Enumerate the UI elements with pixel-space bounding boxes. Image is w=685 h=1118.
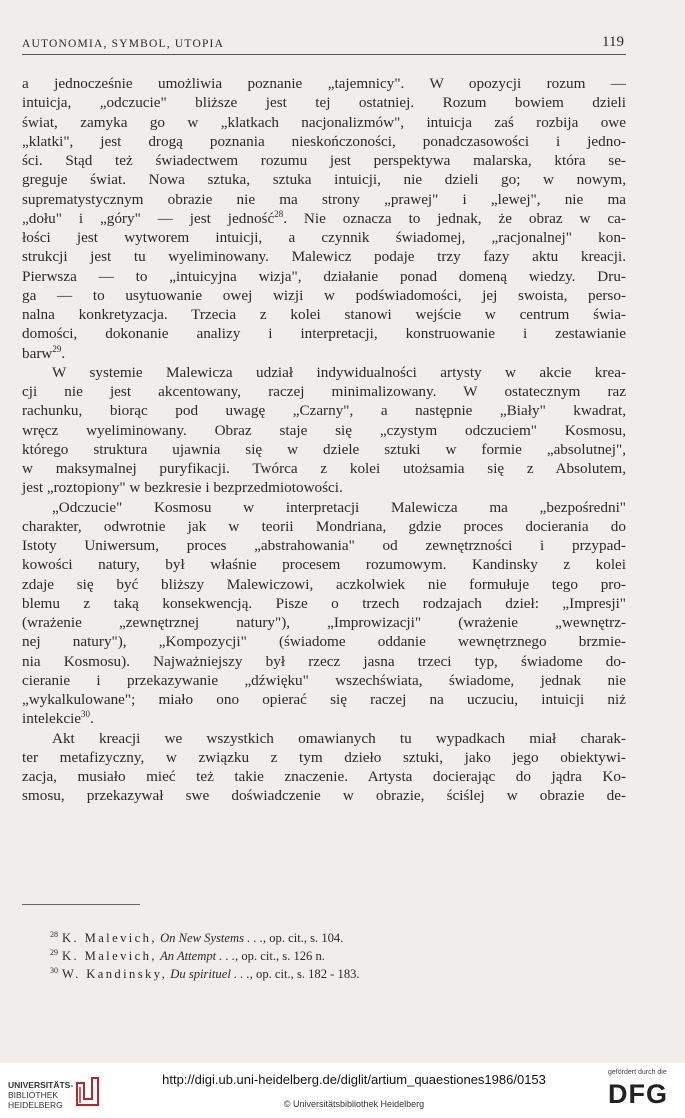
library-name-line-2: BIBLIOTHEK — [8, 1090, 59, 1100]
dfg-wordmark: DFG — [608, 1079, 668, 1109]
body-text — [22, 74, 626, 806]
text-line: zdaje się być bliższy Malewiczowi, aczkolwiek nie formułuje tego pro- — [22, 575, 626, 593]
university-library-logo[interactable] — [8, 1075, 128, 1115]
dfg-note: gefördert durch die — [608, 1069, 667, 1076]
text-line: nej natury"), „Kompozycji" (świadome oddanie wewnętrznego brzmie- — [22, 633, 626, 651]
text-line: intelekcie$^{30}$. — [22, 709, 94, 728]
running-head — [22, 34, 626, 55]
text-line: łości jest wytworem intuicji, a czynnik świadomej, „racjonalnej" kon- — [22, 229, 626, 246]
text-line: zacja, musiało mieć też takie znaczenie. Artysta docierając do jądra Ko- — [22, 768, 626, 785]
library-mark-icon — [74, 1075, 100, 1109]
text-line: barw$^{29}$. — [22, 343, 66, 362]
digitization-footer — [0, 1063, 685, 1118]
footnote-reference[interactable]: 28 — [274, 208, 284, 219]
library-name-line-1: UNIVERSITÄTS- — [8, 1080, 74, 1090]
text-line: strukcji jest tu wyeliminowany. Malewicz podaje trzy fazy aktu kreacji. — [22, 248, 626, 266]
footnote: $^{28}$ K. Malevich, On New Systems . . ., op. cit., s. 104. — [50, 930, 344, 945]
footnotes — [50, 929, 610, 984]
text-line: cji nie jest akcentowany, raczej minimalizowany. W ostatecznym raz — [22, 383, 626, 400]
text-line: a jednocześnie umożliwia poznanie „tajemnicy". W opozycji rozum — — [22, 75, 626, 92]
dfg-logo[interactable] — [608, 1069, 682, 1115]
text-line: charakter, odwrotnie jak w teorii Mondriana, gdzie proces docierania do — [22, 517, 626, 535]
footnote: $^{30}$ W. Kandinsky, Du spirituel . . ., op. cit., s. 182 - 183. — [50, 966, 360, 982]
footnote-rule — [22, 904, 140, 905]
text-line: Akt kreacji we wszystkich omawianych tu wypadkach miał charak- — [52, 729, 626, 747]
text-line: Pierwsza — to „intuicyjna wizja", działanie ponad domeną wiedzy. Dru- — [22, 267, 626, 285]
text-line: ści. Stąd też świadectwem rozumu jest perspektywa malarska, która se- — [22, 152, 626, 169]
text-line: kowości natury, był właśnie procesem rozumowym. Kandinsky z kolei — [22, 556, 626, 574]
text-line: „Odczucie" Kosmosu w interpretacji Malewicza ma „bezpośredni" — [52, 498, 626, 516]
text-line: którego struktura ujawnia się w dziele sztuki w formie „absolutnej", — [22, 440, 626, 458]
text-line: W systemie Malewicza udział indywidualności artysty w akcie krea- — [52, 363, 626, 381]
page-number: 119 — [602, 34, 624, 50]
running-title: AUTONOMIA, SYMBOL, UTOPIA — [22, 38, 225, 50]
text-line: nalna konkretyzacja. Trzecia z kolei stanowi wejście w centrum świa- — [22, 306, 626, 323]
text-line: ga — to usytuowanie owej wizji w podświadomości, jej swoista, perso- — [22, 286, 626, 304]
text-line: ter metafizyczny, w związku z tym dzieło sztuki, jako jego obiektywi- — [22, 748, 626, 766]
text-line: świat, zamyka go w „klatkach nacjonalizmów", intuicja zaś rozbija owe — [22, 113, 626, 131]
text-line: wręcz wyeliminowany. Obraz staje się „czystym odczuciem" Kosmosu, — [22, 421, 626, 439]
copyright-text: © Universitätsbibliothek Heidelberg — [283, 1099, 425, 1109]
text-line: rachunku, biorąc pod uwagę „Czarny", a następnie „Biały" kwadrat, — [22, 402, 626, 420]
text-line: blemu z taką konsekwencją. Pisze o trzech rodzajach dzieł: „Impresji" — [22, 594, 626, 612]
library-name-line-3: HEIDELBERG — [8, 1100, 63, 1110]
text-line: „klatki", jest drogą poznania nieskończoności, ponadczasowości i jedno- — [22, 132, 626, 150]
text-line: greguje świat. Nowa sztuka, sztuka intuicji, nie dzieli go; w nowym, — [22, 171, 626, 189]
text-line: nia Kosmosu). Najważniejszy był rzecz jasna trzeci typ, świadome do- — [22, 652, 626, 670]
footnote: $^{29}$ K. Malevich, An Attempt . . ., op. cit., s. 126 n. — [50, 948, 325, 964]
text-line: (wrażenie „zewnętrznej natury"), „Improwizacji" (wrażenie „wewnętrz- — [22, 614, 626, 631]
text-line: suprematystycznym obrazie nie ma strony „prawej" i „lewej", nie ma — [22, 190, 626, 208]
text-line: „wykalkulowane"; miało ono opierać się raczej na uczuciu, intuicji niż — [22, 691, 626, 708]
footnote-reference[interactable]: 29 — [52, 343, 62, 354]
text-line: „dołu" i „góry" — jest jedność$^{28}$. Nie oznacza to jednak, że obraz w ca- — [22, 208, 626, 227]
source-url-link[interactable]: http://digi.ub.uni-heidelberg.de/diglit/artium_quaestiones1986/0153 — [162, 1072, 546, 1087]
footnote-reference[interactable]: 30 — [81, 709, 91, 720]
text-line: jest „roztopiony" w bezkresie i bezprzedmiotowości. — [22, 479, 343, 497]
text-line: intuicja, „odczucie" bliższe jest tej ostatniej. Rozum bowiem dzieli — [22, 94, 626, 112]
text-line: domości, dokonanie analizy i interpretacji, konstruowanie i zestawianie — [22, 325, 626, 343]
text-line: smosu, przekazywał swe doświadczenie w obrazie, ściślej w obrazie de- — [22, 787, 626, 805]
text-line: cieranie i przekazywanie „dźwięku" wszechświata, świadome, jednak nie — [22, 671, 626, 689]
text-line: Istoty Uniwersum, proces „abstrahowania" od zewnętrzności i przypad- — [22, 537, 626, 554]
text-line: w maksymalnej puryfikacji. Twórca z kolei utożsamia się z Absolutem, — [22, 460, 626, 477]
